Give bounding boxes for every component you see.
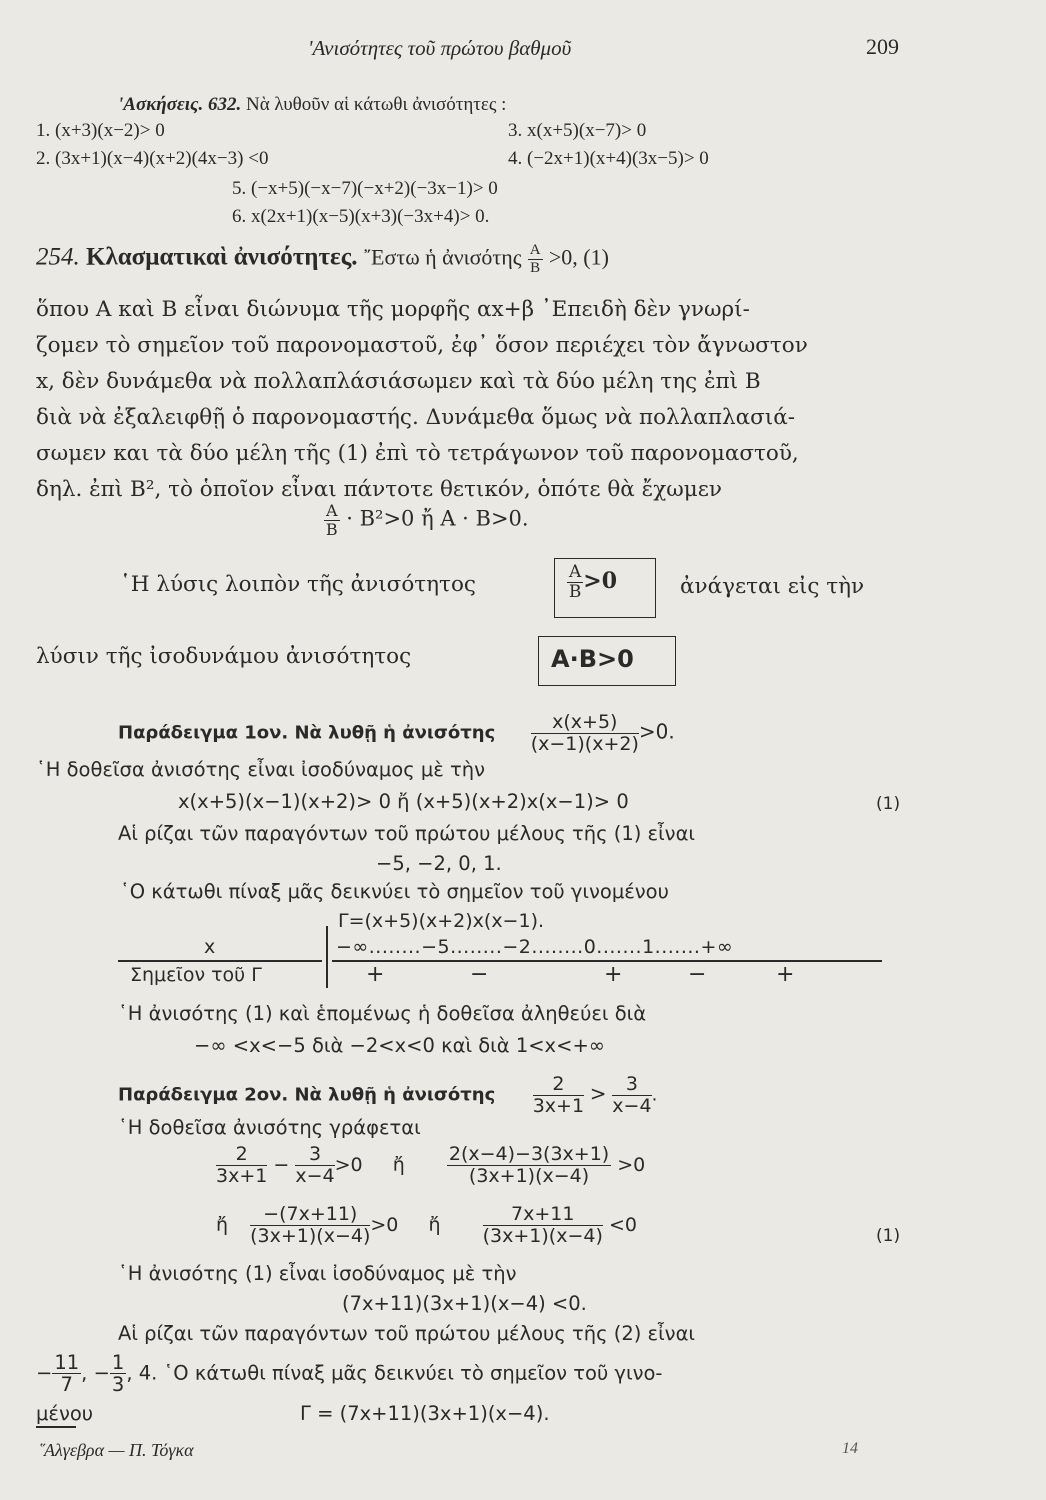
minus-sign: − [273,1153,290,1176]
example-1-line-7: ῾Η ἀνισότης (1) καὶ ἑπομένως ἡ δοθεῖσα ἀληθεύει διὰ [118,1002,647,1025]
example-2-line-4: Αἱ ρίζαι τῶν παραγόντων τοῦ πρώτου μέλους τῆς (2) εἶναι [118,1322,696,1345]
fraction-denominator: (3x+1)(x−4) [468,1164,590,1187]
table-rule-left [118,960,322,962]
lt-zero: <0 [608,1213,637,1236]
fraction-numerator: A [569,562,582,582]
sign-cell: + [776,962,795,987]
fraction-numerator: 2(x−4)−3(3x+1) [448,1143,610,1165]
equation-rest: · B²>0 ἤ A · B>0. [346,506,529,531]
example-2-line-1: ῾Η δοθεῖσα ἀνισότης γράφεται [118,1116,421,1139]
example-1-line-6: Γ=(x+5)(x+2)x(x−1). [338,910,545,932]
summary-text-1: ῾Η λύσις λοιπὸν τῆς ἀνισότητος [120,572,476,597]
exercise-6: 6. x(2x+1)(x−5)(x+3)(−3x+4)> 0. [232,206,490,227]
boxed-rest: >0 [583,568,618,595]
exercise-5: 5. (−x+5)(−x−7)(−x+2)(−3x−1)> 0 [232,178,498,199]
period: . [651,1084,658,1106]
section-fraction [528,242,543,276]
example-1-fraction [531,712,639,755]
boxed-fraction [567,563,583,601]
fraction-denominator: 7 [60,1373,73,1397]
table-row-label-sign: Σημεῖον τοῦ Γ [130,964,262,986]
equation-1 [324,502,529,538]
example-1-line-5: ῾Ο κάτωθι πίναξ μᾶς δεικνύει τὸ σημεῖον τοῦ γινομένου [120,880,669,903]
sign-cell: + [366,962,385,987]
fraction-numerator: 7x+11 [483,1204,603,1226]
root-fraction [52,1352,81,1396]
text-line: σωμεν και τὰ δύο μέλη τῆς (1) ἐπὶ τὸ τετράγωνον τοῦ παρονομαστοῦ, [36,441,799,466]
fraction-rest: >0. [638,719,675,744]
exercises-intro: Νὰ λυθοῦν αἱ κάτωθι ἀνισότητες : [245,94,507,115]
section-tail: >0, (1) [548,244,609,270]
example-2-line-2: ῾Η ἀνισότης (1) εἶναι ἰσοδύναμος μὲ τὴν [118,1262,517,1285]
step-fraction [295,1144,334,1187]
or-word: ἤ [428,1213,441,1236]
section-number: 254. [36,243,80,271]
fraction-denominator: x−4 [295,1164,335,1187]
fraction-numerator: x(x+5) [531,712,639,734]
step-fraction [250,1204,370,1247]
fraction-denominator: B [568,581,582,602]
example-2-fraction-b [612,1074,651,1117]
sign-cell: + [604,962,623,987]
fraction-numerator: A [326,501,338,520]
gt-sign: > [589,1081,607,1106]
fraction-denominator: 3 [111,1373,125,1397]
boxed-equivalent-text: A·B>0 [551,645,634,673]
fraction-denominator: (3x+1)(x−4) [482,1224,603,1247]
table-row-label-x: x [204,936,216,958]
example-2-step-2 [216,1204,637,1247]
fraction-numerator: 11 [54,1351,80,1374]
example-1-line-4: −5, −2, 0, 1. [376,852,502,875]
section-lead: ῎Εστω ἡ ἀνισότης [363,244,522,270]
summary-text-3: λύσιν τῆς ἰσοδυνάμου ἀνισότητος [36,644,412,669]
sign-cell: − [470,962,489,987]
exercise-2: 2. (3x+1)(x−4)(x+2)(4x−3) <0 [36,148,269,169]
fraction-numerator: 1 [111,1351,125,1374]
exercises-heading: 'Ασκήσεις. 632. [118,94,242,115]
gt-zero: >0 [617,1153,646,1176]
gt-zero: >0 [370,1213,399,1236]
fraction-numerator: A [529,242,541,258]
fraction-numerator: 3 [295,1144,334,1166]
text-line: διὰ νὰ ἐξαλειφθῇ ὁ παρονομαστής. Δυνάμεθα ὅμως νὰ πολλαπλασιά- [36,405,795,430]
example-2-line-6a: μένου [36,1402,94,1425]
boxed-equivalent [538,636,676,686]
summary-text-2: ἀνάγεται εἰς τὴν [680,574,865,599]
gt-zero: >0 [334,1153,363,1176]
fraction-numerator: 2 [533,1074,584,1096]
fraction-denominator: (x−1)(x+2) [530,732,639,755]
example-1-heading-line [118,712,675,755]
fraction-numerator: −(7x+11) [250,1204,370,1226]
section-heading-line [36,242,609,276]
example-1-line-2: x(x+5)(x−1)(x+2)> 0 ἤ (x+5)(x+2)x(x−1)> 0 [178,790,629,813]
fraction-denominator: x−4 [612,1094,652,1117]
or-word: ἤ [216,1213,229,1236]
table-vertical-rule [326,926,328,988]
step-fraction [483,1204,603,1247]
fraction-denominator: (3x+1)(x−4) [250,1224,371,1247]
exercise-4: 4. (−2x+1)(x+4)(3x−5)> 0 [508,148,709,169]
example-2-line-5: − $\frac{11}{7}$ , − $\frac{1}{3}$ , 4. ῾Ο κάτωθι πίναξ μᾶς δεικνύει τὸ σημεῖον τοῦ γινο- [36,1351,663,1397]
fraction-denominator: 3x+1 [532,1094,585,1117]
step-fraction [447,1144,611,1187]
or-word: ἤ [392,1153,405,1176]
signature-mark: 14 [842,1440,858,1457]
exercises-heading-line [118,94,506,116]
text-line: ὅπου A καὶ B εἶναι διώνυμα τῆς μορφῆς αx+β ᾽Επειδὴ δὲν γνωρί- [36,297,750,322]
fraction-numerator: 2 [216,1144,267,1166]
equation-tag: (1) [876,1226,901,1246]
exercise-3: 3. x(x+5)(x−7)> 0 [508,120,647,141]
underline-rule [36,1426,76,1428]
line-tail: , 4. ῾Ο κάτωθι πίναξ μᾶς δεικνύει τὸ σημεῖον τοῦ γινο- [126,1361,663,1385]
example-2-step-1 [216,1144,645,1187]
running-header: 'Ανισότητες τοῦ πρώτου βαθμοῦ [308,36,572,60]
fraction-denominator: B [530,259,541,276]
example-2-line-6b: Γ = (7x+11)(3x+1)(x−4). [300,1402,550,1425]
fraction-numerator: 3 [612,1074,651,1096]
page-number: 209 [866,34,899,59]
table-x-values: −∞........−5........−2........0.......1.......+∞ [336,936,734,958]
step-fraction [216,1144,267,1187]
example-1-line-1: ῾Η δοθεῖσα ἀνισότης εἶναι ἰσοδύναμος μὲ τὴν [36,758,485,781]
equation-tag: (1) [876,794,901,814]
example-2-heading-line [118,1074,657,1117]
example-1-heading: Παράδειγμα 1ον. Νὰ λυθῇ ἡ ἀνισότης [118,722,496,744]
example-2-line-3: (7x+11)(3x+1)(x−4) <0. [342,1292,587,1315]
equation-fraction [324,502,340,538]
sign-cell: − [688,962,707,987]
boxed-inequality-content [567,563,617,601]
example-2-fraction-a [533,1074,584,1117]
text-line: δηλ. ἐπὶ B², τὸ ὁποῖον εἶναι πάντοτε θετικόν, ὁπότε θὰ ἔχωμεν [36,477,722,502]
exercise-1: 1. (x+3)(x−2)> 0 [36,120,165,141]
example-1-line-8: −∞ <x<−5 διὰ −2<x<0 καὶ διὰ 1<x<+∞ [194,1034,606,1057]
fraction-denominator: B [325,519,338,539]
example-2-heading: Παράδειγμα 2ον. Νὰ λυθῇ ἡ ἀνισότης [118,1084,496,1106]
boxed-inequality [554,558,656,618]
text-line: x, δὲν δυνάμεθα νὰ πολλαπλάσιάσωμεν καὶ τὰ δύο μέλη της ἐπὶ B [36,369,761,394]
example-1-line-3: Αἱ ρίζαι τῶν παραγόντων τοῦ πρώτου μέλους τῆς (1) εἶναι [118,822,696,845]
book-footer: ῞Αλγεβρα — Π. Τόγκα [38,1440,194,1460]
root-fraction [110,1352,126,1396]
fraction-denominator: 3x+1 [216,1164,268,1187]
paragraph-1 [36,292,916,508]
section-title: Κλασματικαὶ ἀνισότητες. [86,243,358,271]
text-line: ζομεν τὸ σημεῖον τοῦ παρονομαστοῦ, ἐφ᾽ ὅσον περιέχει τὸν ἄγνωστον [36,333,808,358]
